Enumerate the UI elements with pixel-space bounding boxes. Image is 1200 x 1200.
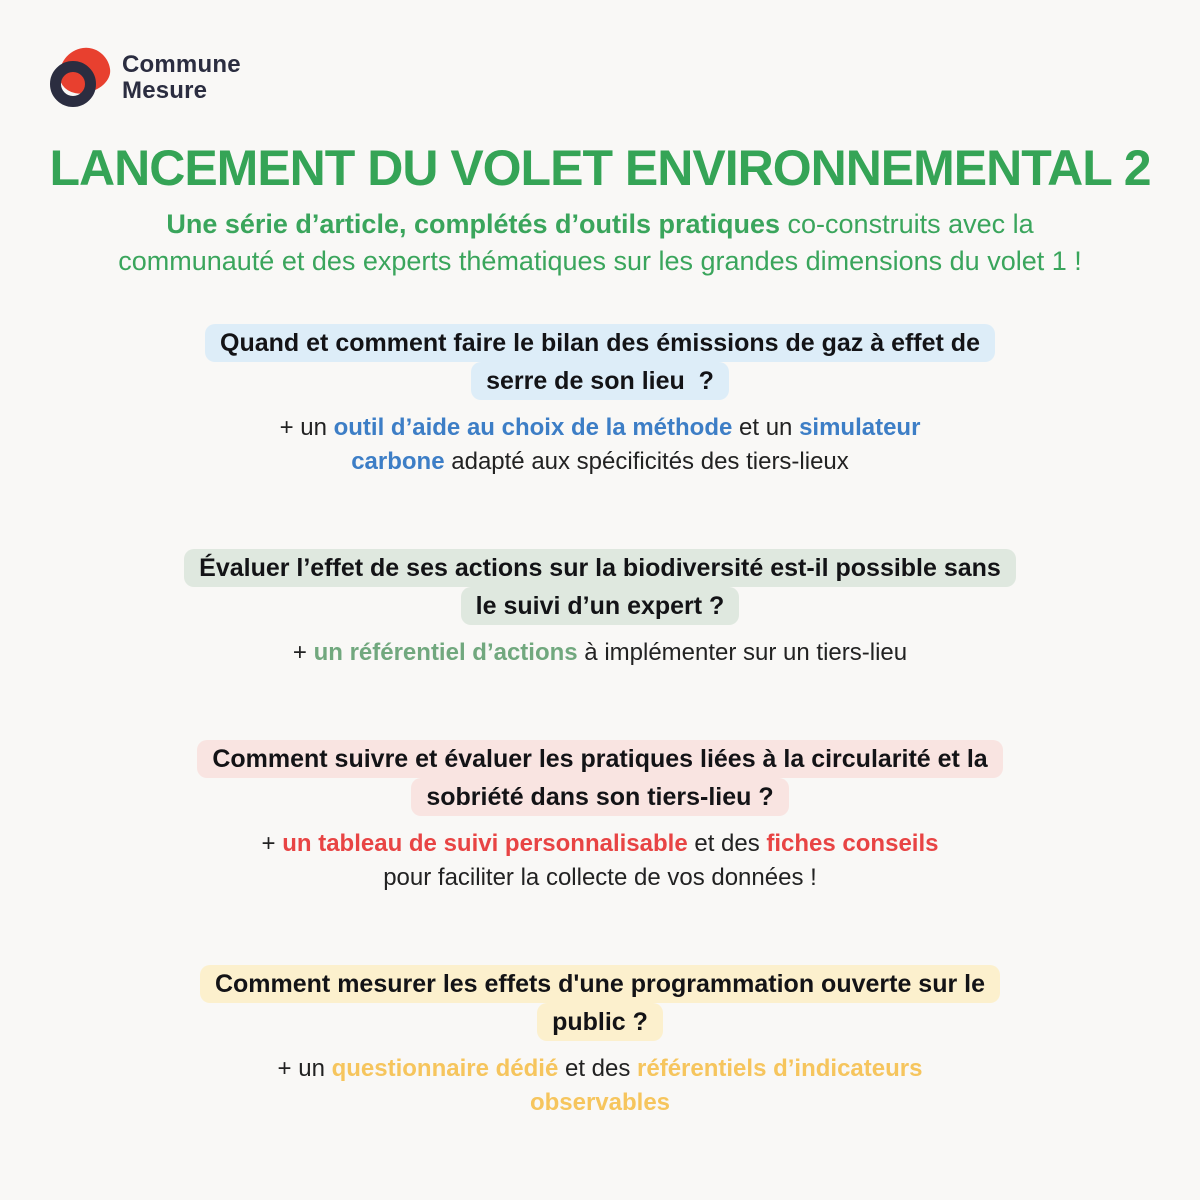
page-title: LANCEMENT DU VOLET ENVIRONNEMENTAL 2 xyxy=(49,140,1151,196)
answer-tool-emphasis: questionnaire dédié xyxy=(331,1055,559,1082)
answer-tool-emphasis: un référentiel d’actions xyxy=(313,639,578,666)
answer-tool-emphasis: outil d’aide au choix de la méthode xyxy=(333,414,733,441)
question-circularite-sobriete xyxy=(0,740,1200,816)
question-biodiversite xyxy=(0,549,1200,625)
answer-emissions-ges xyxy=(0,411,1200,479)
answer-line xyxy=(0,861,1200,895)
answer-tool-emphasis: simulateur xyxy=(799,414,921,441)
answer-line xyxy=(0,827,1200,861)
answer-text: + un xyxy=(277,1055,332,1082)
answer-text: adapté aux spécificités des tiers-lieux xyxy=(444,448,849,475)
answer-tool-emphasis: observables xyxy=(529,1089,671,1116)
question-highlighted-line: Comment mesurer les effets d'une programmation ouverte sur le xyxy=(200,965,1000,1003)
topic-section-programmation-ouverte xyxy=(0,965,1200,1120)
answer-text: et des xyxy=(687,830,767,857)
subtitle xyxy=(90,206,1110,280)
answer-tool-emphasis: un tableau de suivi personnalisable xyxy=(282,830,688,857)
logo xyxy=(50,45,241,111)
answer-text: et un xyxy=(732,414,800,441)
header xyxy=(0,0,1200,280)
topic-section-biodiversite xyxy=(0,549,1200,670)
question-highlighted-line: Évaluer l’effet de ses actions sur la biodiversité est-il possible sans xyxy=(184,549,1016,587)
answer-line xyxy=(0,1052,1200,1086)
brand-line-2: Mesure xyxy=(122,77,208,104)
answer-text: + xyxy=(261,830,283,857)
answer-line xyxy=(0,445,1200,479)
answer-circularite-sobriete xyxy=(0,827,1200,895)
question-highlighted-line: serre de son lieu ? xyxy=(471,362,729,400)
question-programmation-ouverte xyxy=(0,965,1200,1041)
commune-mesure-logo-icon xyxy=(50,45,110,111)
subtitle-bold: Une série d’article, complétés d’outils pratiques xyxy=(166,209,781,239)
topic-sections xyxy=(0,324,1200,1120)
answer-biodiversite xyxy=(0,636,1200,670)
answer-tool-emphasis: carbone xyxy=(351,448,445,475)
question-highlighted-line: sobriété dans son tiers-lieu ? xyxy=(411,778,788,816)
answer-line xyxy=(0,411,1200,445)
answer-tool-emphasis: référentiels d’indicateurs xyxy=(637,1055,923,1082)
topic-section-circularite-sobriete xyxy=(0,740,1200,895)
brand-name xyxy=(122,52,241,104)
answer-line xyxy=(0,1086,1200,1120)
answer-line xyxy=(0,636,1200,670)
subtitle-rest: co-construits avec la communauté et des experts thématiques sur les grandes dimensions du volet 1 ! xyxy=(118,209,1082,276)
question-highlighted-line: le suivi d’un expert ? xyxy=(461,587,740,625)
answer-text: à implémenter sur un tiers-lieu xyxy=(577,639,908,666)
answer-tool-emphasis: fiches conseils xyxy=(766,830,939,857)
question-emissions-ges xyxy=(0,324,1200,400)
topic-section-emissions-ges xyxy=(0,324,1200,479)
answer-text: pour faciliter la collecte de vos données ! xyxy=(383,864,817,891)
answer-programmation-ouverte xyxy=(0,1052,1200,1120)
answer-text: et des xyxy=(558,1055,638,1082)
question-highlighted-line: Comment suivre et évaluer les pratiques liées à la circularité et la xyxy=(197,740,1002,778)
answer-text: + xyxy=(292,639,314,666)
question-highlighted-line: public ? xyxy=(537,1003,663,1041)
logo-dark-ring-icon xyxy=(50,61,96,107)
question-highlighted-line: Quand et comment faire le bilan des émissions de gaz à effet de xyxy=(205,324,995,362)
brand-line-1: Commune xyxy=(122,51,241,78)
answer-text: + un xyxy=(279,414,334,441)
